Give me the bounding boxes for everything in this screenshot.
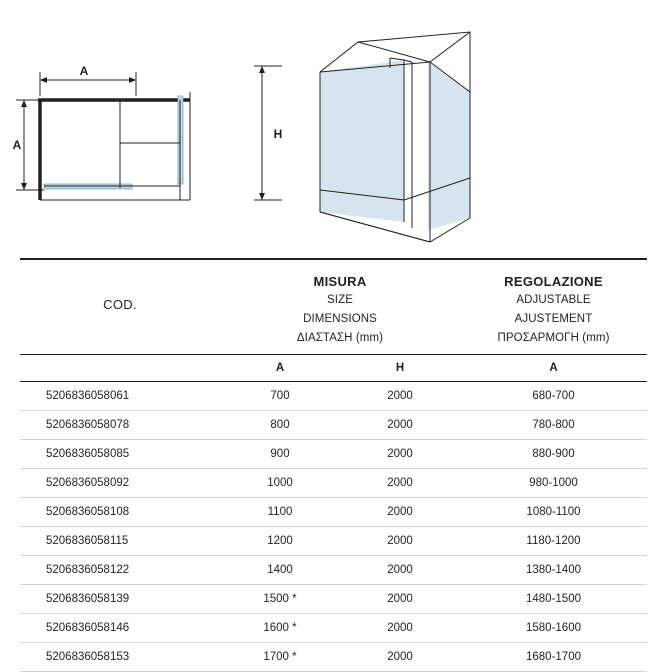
cell-h: 2000 [340,614,460,643]
table-row [20,411,647,440]
table-row [20,440,647,469]
cell-adjust: 1180-1200 [460,527,647,556]
iso-view [320,32,470,242]
table-row [20,643,647,672]
table-row [20,614,647,643]
header-size-group [220,259,460,355]
plan-label-a-top: A [79,64,89,78]
cell-code: 5206836058122 [20,556,220,585]
header-size-line1: MISURA [313,274,367,289]
cell-a: 1500 * [220,585,340,614]
cell-adjust: 1680-1700 [460,643,647,672]
cell-code: 5206836058085 [20,440,220,469]
cell-a: 1000 [220,469,340,498]
subheader-blank [20,355,220,382]
cell-adjust: 1480-1500 [460,585,647,614]
cell-h: 2000 [340,469,460,498]
table-body [20,382,647,672]
header-cod: COD. [20,259,220,355]
cell-h: 2000 [340,411,460,440]
table-row [20,469,647,498]
cell-code: 5206836058146 [20,614,220,643]
cell-h: 2000 [340,382,460,411]
cell-code: 5206836058153 [20,643,220,672]
cell-h: 2000 [340,585,460,614]
specifications-table [20,258,647,672]
table-row [20,556,647,585]
header-adjust-line4: ΠΡΟΣΑΡΜΟΓΗ (mm) [497,332,610,344]
table-row [20,498,647,527]
table-row [20,585,647,614]
cell-a: 800 [220,411,340,440]
header-size-line3: DIMENSIONS [303,313,377,325]
header-adjust-group [460,259,647,355]
cell-adjust: 1580-1600 [460,614,647,643]
cell-a: 1200 [220,527,340,556]
subheader-h: H [340,355,460,382]
header-adjust-line1: REGOLAZIONE [504,274,603,289]
cell-code: 5206836058078 [20,411,220,440]
cell-code: 5206836058108 [20,498,220,527]
cell-code: 5206836058139 [20,585,220,614]
cell-adjust: 680-700 [460,382,647,411]
iso-label-h: H [273,127,283,141]
table-subheader-row [20,355,647,382]
diagram-svg [0,0,667,258]
cell-a: 700 [220,382,340,411]
plan-view [16,72,190,200]
cell-code: 5206836058061 [20,382,220,411]
cell-code: 5206836058115 [20,527,220,556]
cell-h: 2000 [340,527,460,556]
cell-h: 2000 [340,440,460,469]
subheader-adjust-a: A [460,355,647,382]
header-adjust-line2: ADJUSTABLE [516,294,591,306]
cell-code: 5206836058092 [20,469,220,498]
cell-h: 2000 [340,498,460,527]
plan-label-a-left: A [12,138,22,152]
cell-a: 1100 [220,498,340,527]
table-row [20,382,647,411]
cell-a: 900 [220,440,340,469]
cell-adjust: 980-1000 [460,469,647,498]
product-diagram [0,0,667,258]
header-adjust-line3: AJUSTEMENT [514,313,593,325]
table-row [20,527,647,556]
subheader-a: A [220,355,340,382]
cell-a: 1600 * [220,614,340,643]
cell-adjust: 780-800 [460,411,647,440]
cell-adjust: 1380-1400 [460,556,647,585]
header-size-line4: ΔΙΑΣΤΑΣΗ (mm) [296,332,384,344]
cell-a: 1400 [220,556,340,585]
cell-adjust: 1080-1100 [460,498,647,527]
cell-h: 2000 [340,643,460,672]
cell-h: 2000 [340,556,460,585]
table-header-row [20,259,647,355]
cell-a: 1700 * [220,643,340,672]
cell-adjust: 880-900 [460,440,647,469]
header-size-line2: SIZE [327,294,353,306]
